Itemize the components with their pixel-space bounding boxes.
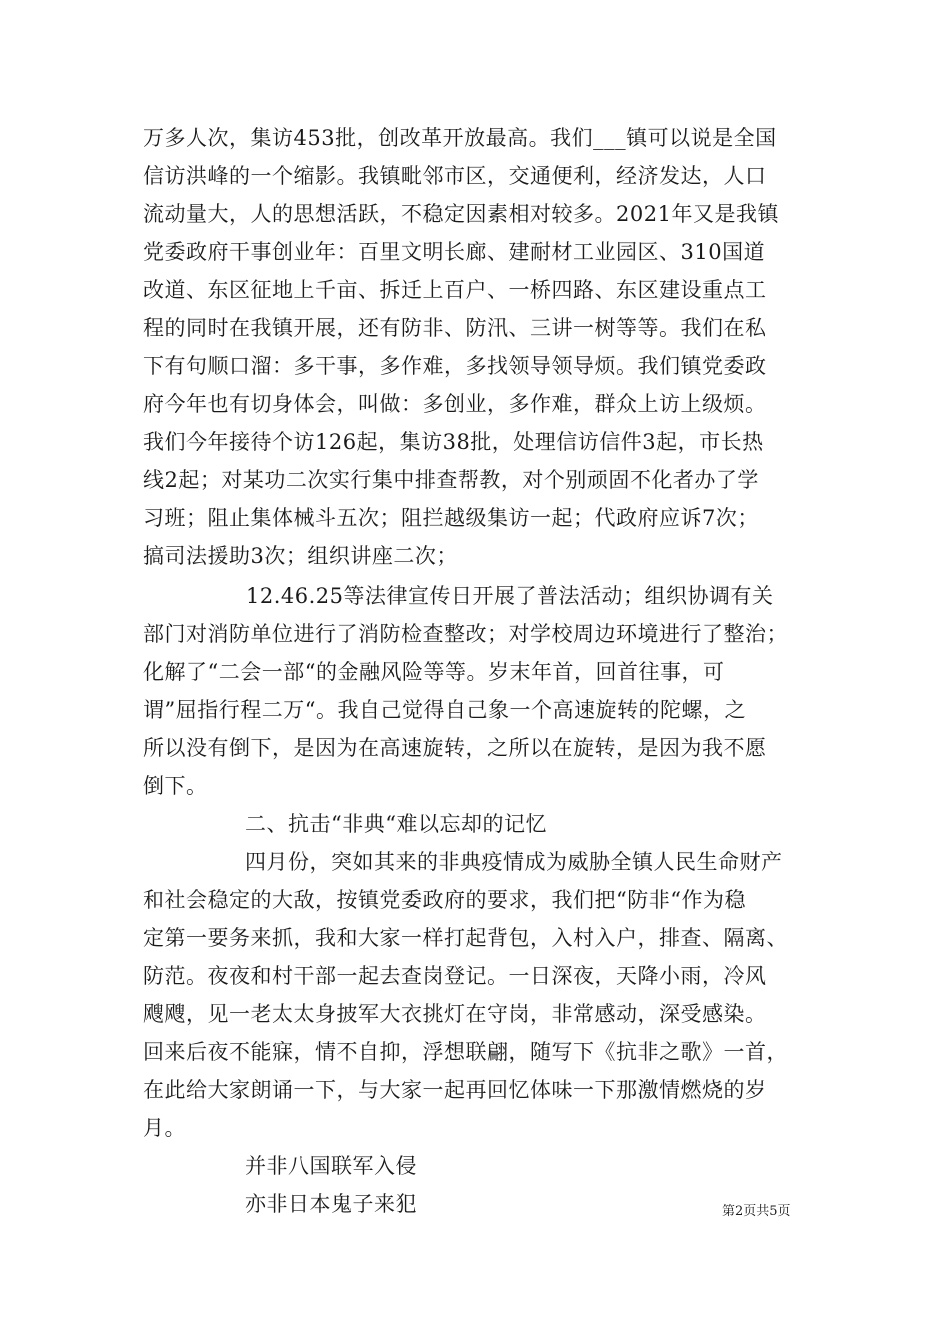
body-line: 回来后夜不能寐，情不自抑，浮想联翩，随写下《抗非之歌》一首，	[143, 1040, 788, 1064]
poem-line: 并非八国联军入侵	[245, 1154, 417, 1178]
body-line: 流动量大，人的思想活跃，不稳定因素相对较多。2021年又是我镇	[143, 202, 779, 226]
body-line: 改道、东区征地上千亩、拆迁上百户、一桥四路、东区建设重点工	[143, 278, 767, 302]
body-line: 定第一要务来抓，我和大家一样打起背包，入村入户，排查、隔离、	[143, 926, 788, 950]
poem-line: 亦非日本鬼子来犯	[245, 1192, 417, 1216]
body-line: 信访洪峰的一个缩影。我镇毗邻市区，交通便利，经济发达，人口	[143, 164, 767, 188]
body-line: 和社会稳定的大敌，按镇党委政府的要求，我们把“防非“作为稳	[143, 888, 746, 912]
body-line: 化解了“二会一部“的金融风险等等。岁末年首，回首往事，可	[143, 660, 725, 684]
body-line: 习班；阻止集体械斗五次；阻拦越级集访一起；代政府应诉7次；	[143, 506, 759, 530]
page-number: 第2页共5页	[722, 1204, 791, 1219]
body-line: 党委政府干事创业年：百里文明长廊、建耐材工业园区、310国道	[143, 240, 766, 264]
body-line: 倒下。	[143, 774, 208, 798]
body-line: 在此给大家朗诵一下，与大家一起再回忆体味一下那激情燃烧的岁	[143, 1078, 767, 1102]
body-line: 我们今年接待个访126起，集访38批，处理信访信件3起，市长热	[143, 430, 764, 454]
body-line: 搞司法援助3次；组织讲座二次；	[143, 544, 458, 568]
body-line: 府今年也有切身体会，叫做：多创业，多作难，群众上访上级烦。	[143, 392, 767, 416]
body-line: 12.46.25等法律宣传日开展了普法活动；组织协调有关	[246, 584, 774, 608]
body-line: 防范。夜夜和村干部一起去查岗登记。一日深夜，天降小雨，冷风	[143, 964, 767, 988]
body-line: 程的同时在我镇开展，还有防非、防汛、三讲一树等等。我们在私	[143, 316, 767, 340]
body-line: 万多人次，集访453批，创改革开放最高。我们___镇可以说是全国	[143, 126, 777, 150]
body-line: 飕飕，见一老太太身披军大衣挑灯在守岗，非常感动，深受感染。	[143, 1002, 767, 1026]
section-heading: 二、抗击“非典“难以忘却的记忆	[245, 812, 547, 836]
body-line: 月。	[143, 1116, 186, 1140]
body-line: 所以没有倒下，是因为在高速旋转，之所以在旋转，是因为我不愿	[143, 736, 767, 760]
body-line: 下有句顺口溜：多干事，多作难，多找领导领导烦。我们镇党委政	[143, 354, 767, 378]
body-line: 谓”屈指行程二万“。我自己觉得自己象一个高速旋转的陀螺，之	[143, 698, 746, 722]
body-line: 四月份，突如其来的非典疫情成为威胁全镇人民生命财产	[245, 850, 783, 874]
body-line: 线2起；对某功二次实行集中排查帮教，对个别顽固不化者办了学	[143, 468, 759, 492]
body-line: 部门对消防单位进行了消防检查整改；对学校周边环境进行了整治；	[143, 622, 788, 646]
